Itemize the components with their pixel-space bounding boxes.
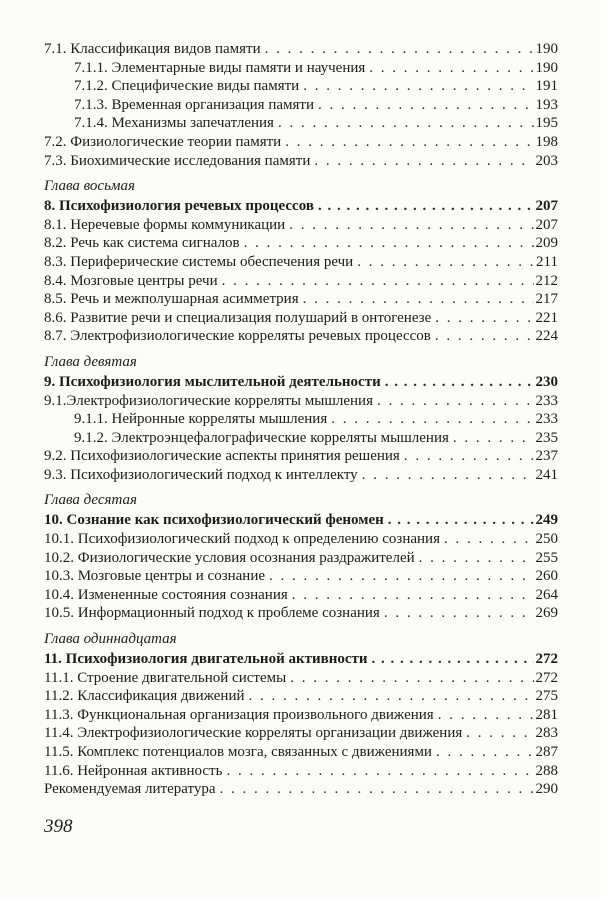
dot-leader [318, 197, 534, 215]
toc-entry-title: 7.1. Классификация видов памяти [44, 41, 261, 57]
dot-leader [357, 253, 534, 271]
toc-entry[interactable] [44, 309, 558, 328]
toc-entry-page: 211 [536, 253, 558, 270]
dot-leader [303, 77, 533, 95]
dot-leader [290, 669, 533, 687]
toc-entry[interactable] [44, 706, 558, 725]
toc-entry-title: 9. Психофизиология мыслительной деятельности [44, 373, 381, 390]
toc-entry-title: 10.2. Физиологические условия осознания раздражителей [44, 549, 415, 566]
dot-leader [388, 511, 534, 529]
chapter-heading: Глава десятая [44, 492, 137, 509]
toc-entry[interactable] [44, 133, 558, 152]
toc-entry-title: 8.5. Речь и межполушарная асимметрия [44, 291, 299, 308]
dot-leader [435, 327, 534, 345]
dot-leader [453, 429, 534, 447]
toc-entry-page: 288 [535, 762, 558, 779]
toc-entry-page: 203 [535, 152, 558, 169]
toc-entry-page: 190 [535, 41, 558, 57]
toc-entry[interactable] [44, 114, 558, 133]
toc-entry-page: 255 [535, 549, 558, 566]
toc-entry[interactable] [44, 724, 558, 743]
toc-entry[interactable] [44, 410, 558, 429]
dot-leader [285, 133, 533, 151]
toc-entry[interactable] [44, 429, 558, 448]
toc-entry-title: 8.3. Периферические системы обеспечения речи [44, 253, 354, 270]
dot-leader [362, 466, 534, 484]
toc-entry[interactable] [44, 604, 558, 623]
toc-entry[interactable] [44, 762, 558, 781]
toc-entry[interactable] [44, 373, 558, 392]
toc-entry-page: 195 [535, 115, 558, 132]
toc-entry-title: 10. Сознание как психофизиологический феномен [44, 512, 384, 529]
toc-entry[interactable] [44, 96, 558, 115]
toc-entry-title: Рекомендуемая литература [44, 781, 216, 798]
toc-entry-title: 9.1.2. Электроэнцефалографические корреляты мышления [74, 429, 449, 446]
toc-entry-page: 233 [535, 392, 558, 409]
toc-entry-title: 7.1.2. Специфические виды памяти [74, 78, 300, 95]
toc-entry-title: 10.5. Информационный подход к проблеме сознания [44, 605, 380, 622]
toc-entry-page: 209 [535, 235, 558, 252]
toc-entry-page: 221 [535, 309, 558, 326]
dot-leader [249, 687, 534, 705]
toc-entry-title: 7.2. Физиологические теории памяти [44, 133, 282, 150]
toc-entry[interactable] [44, 327, 558, 346]
toc-entry-page: 275 [535, 688, 558, 705]
toc-entry-title: 8.4. Мозговые центры речи [44, 272, 218, 289]
toc-entry-page: 237 [535, 448, 558, 465]
toc-entry[interactable] [44, 780, 558, 799]
toc-entry-title: 7.3. Биохимические исследования памяти [44, 152, 311, 169]
toc-entry-title: 11.4. Электрофизиологические корреляты организации движения [44, 725, 463, 742]
toc-entry[interactable] [44, 549, 558, 568]
toc-entry-page: 281 [535, 706, 558, 723]
toc-entry[interactable] [44, 669, 558, 688]
toc-entry-page: 198 [535, 133, 558, 150]
toc-entry-page: 250 [535, 531, 558, 548]
toc-entry[interactable] [44, 567, 558, 586]
toc-entry-page: 233 [535, 411, 558, 428]
toc-entry-title: 9.3. Психофизиологический подход к интеллекту [44, 466, 358, 483]
toc-entry-page: 290 [535, 781, 558, 798]
toc-entry[interactable] [44, 743, 558, 762]
toc-entry[interactable] [44, 216, 558, 235]
toc-entry[interactable] [44, 586, 558, 605]
dot-leader [369, 59, 533, 77]
dot-leader [244, 234, 534, 252]
toc-entry-title: 11.5. Комплекс потенциалов мозга, связанных с движениями [44, 744, 432, 760]
toc-entry-page: 207 [535, 216, 558, 233]
dot-leader [466, 724, 533, 742]
toc-entry-page: 249 [535, 512, 558, 529]
toc-entry-page: 212 [535, 272, 558, 289]
dot-leader [438, 706, 534, 724]
toc-entry[interactable] [44, 272, 558, 291]
toc-entry-title: 8.2. Речь как система сигналов [44, 235, 240, 252]
toc-entry-title: 11.2. Классификация движений [44, 688, 245, 705]
dot-leader [444, 530, 534, 548]
toc-entry-page: 224 [535, 328, 558, 345]
toc-entry-title: 8.1. Неречевые формы коммуникации [44, 216, 286, 233]
dot-leader [289, 216, 533, 234]
dot-leader [318, 96, 534, 114]
toc-entry-page: 190 [535, 59, 558, 76]
toc-entry[interactable] [44, 253, 558, 272]
toc-entry-title: 7.1.4. Механизмы запечатления [74, 115, 274, 132]
toc-entry-title: 11. Психофизиология двигательной активности [44, 651, 368, 668]
toc-entry-title: 8.7. Электрофизиологические корреляты речевых процессов [44, 328, 431, 345]
toc-entry-page: 269 [535, 605, 558, 622]
toc-entry[interactable] [44, 77, 558, 96]
toc-entry[interactable] [44, 530, 558, 549]
toc-entry-page: 235 [535, 429, 558, 446]
chapter-heading: Глава одиннадцатая [44, 631, 177, 648]
toc-entry-title: 10.4. Измененные состояния сознания [44, 586, 288, 603]
dot-leader [265, 40, 534, 58]
toc-entry-page: 217 [535, 291, 558, 308]
toc-entry[interactable] [44, 290, 558, 309]
table-of-contents [44, 40, 558, 799]
dot-leader [314, 152, 533, 170]
toc-entry-title: 10.1. Психофизиологический подход к определению сознания [44, 531, 440, 548]
dot-leader [331, 410, 533, 428]
toc-entry[interactable] [44, 466, 558, 485]
toc-entry-title: 11.3. Функциональная организация произвольного движения [44, 706, 434, 723]
dot-leader [404, 447, 534, 465]
toc-entry-page: 287 [535, 744, 558, 760]
toc-entry-title: 9.1.Электрофизиологические корреляты мышления [44, 392, 373, 409]
dot-leader [372, 650, 534, 668]
toc-entry[interactable] [44, 59, 558, 78]
toc-entry-title: 9.1.1. Нейронные корреляты мышления [74, 411, 328, 428]
dot-leader [226, 762, 533, 780]
dot-leader [436, 743, 534, 761]
toc-entry-title: 9.2. Психофизиологические аспекты принятия решения [44, 448, 400, 465]
toc-entry-page: 272 [535, 669, 558, 686]
toc-entry[interactable] [44, 40, 558, 59]
toc-entry-title: 8. Психофизиология речевых процессов [44, 198, 314, 215]
dot-leader [419, 549, 534, 567]
toc-entry[interactable] [44, 447, 558, 466]
toc-entry-page: 260 [535, 568, 558, 585]
toc-entry-page: 230 [535, 373, 558, 390]
toc-entry-title: 11.1. Строение двигательной системы [44, 669, 287, 686]
chapter-heading: Глава девятая [44, 353, 137, 370]
toc-entry-title: 10.3. Мозговые центры и сознание [44, 568, 266, 585]
chapter-heading: Глава восьмая [44, 178, 135, 195]
dot-leader [292, 586, 534, 604]
toc-entry[interactable] [44, 650, 558, 669]
toc-entry-title: 8.6. Развитие речи и специализация полушарий в онтогенезе [44, 309, 432, 326]
toc-entry[interactable] [44, 392, 558, 411]
dot-leader [278, 114, 534, 132]
toc-entry-page: 207 [535, 198, 558, 215]
toc-entry-page: 191 [535, 78, 558, 95]
toc-entry-page: 272 [535, 651, 558, 668]
toc-entry-title: 7.1.3. Временная организация памяти [74, 96, 314, 113]
toc-entry[interactable] [44, 197, 558, 216]
dot-leader [385, 373, 534, 391]
dot-leader [220, 780, 534, 798]
toc-entry-page: 283 [535, 725, 558, 742]
dot-leader [269, 567, 533, 585]
toc-entry-page: 264 [535, 586, 558, 603]
dot-leader [303, 290, 534, 308]
dot-leader [384, 604, 534, 622]
dot-leader [435, 309, 533, 327]
toc-entry-title: 7.1.1. Элементарные виды памяти и научения [74, 59, 366, 76]
dot-leader [222, 272, 534, 290]
toc-entry-page: 241 [535, 466, 558, 483]
toc-entry[interactable] [44, 152, 558, 171]
toc-entry[interactable] [44, 687, 558, 706]
toc-entry[interactable] [44, 234, 558, 253]
page-number: 398 [44, 816, 73, 837]
toc-entry-title: 11.6. Нейронная активность [44, 762, 223, 779]
toc-entry[interactable] [44, 511, 558, 530]
dot-leader [377, 392, 534, 410]
toc-entry-page: 193 [535, 96, 558, 113]
